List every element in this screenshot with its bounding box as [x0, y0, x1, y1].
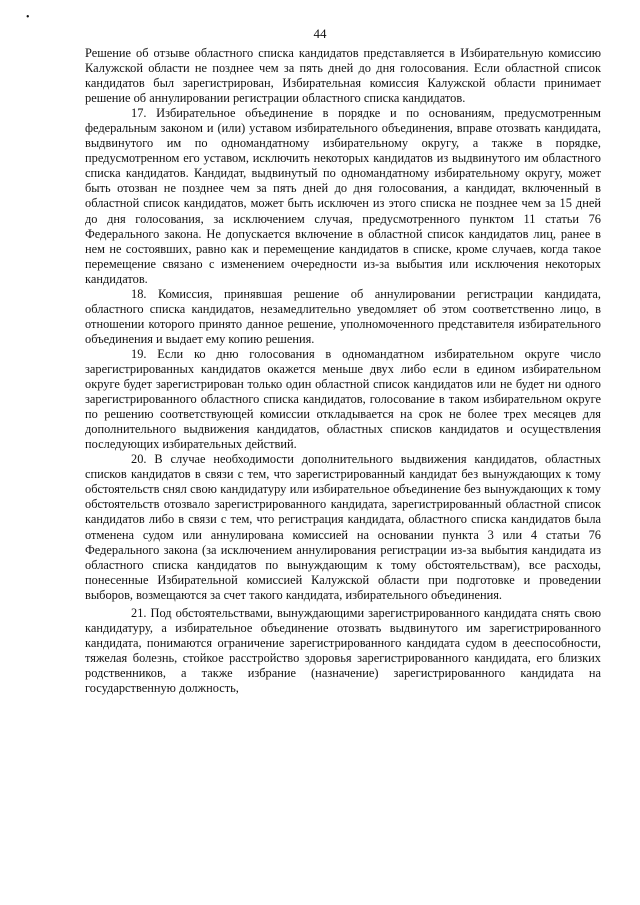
paragraph-19: 19. Если ко дню голосования в одномандатном избирательном округе число зарегистрированных кандидатов окажется меньше двух либо если в едином избирательном округе будет зарегистрирован только один областной список кандидатов или не будет ни одного зарегистрированного областного списка кандидатов, голосование в таком избирательном округе по решению соответствующей комиссии откладывается на срок не более трех месяцев для дополнительного выдвижения кандидатов, областных списков кандидатов и осуществления последующих избирательных действий.	[85, 346, 601, 452]
paragraph-17: 17. Избирательное объединение в порядке и по основаниям, предусмотренным федеральным законом и (или) уставом избирательного объединения, вправе отозвать кандидата, выдвинутого им по одномандатному избирательному округу, а также в порядке, предусмотренном его уставом, исключить некоторых кандидатов из выдвинутого им областного списка кандидатов. Кандидат, выдвинутый по одномандатному избирательному округу, может быть отозван не позднее чем за пять дней до дня голосования, а кандидат, включенный в областной список кандидатов, может быть исключен из этого списка не позднее чем за 15 дней до дня голосования, за исключением случая, предусмотренного пунктом 11 статьи 76 Федерального закона. Не допускается включение в областной список кандидатов лиц, ранее в нем не состоявших, равно как и перемещение кандидатов в списке, кроме случаев, когда такое перемещение связано с изменением очередности из-за выбытия или исключения некоторых кандидатов.	[85, 106, 601, 286]
paragraph-continuation: Решение об отзыве областного списка кандидатов представляется в Избирательную комиссию Калужской области не позднее чем за пять дней до дня голосования. Если областной список кандидатов был зарегистрирован, Избирательная комиссия Калужской области принимает решение об аннулировании регистрации областного списка кандидатов.	[85, 46, 601, 106]
paragraph-18: 18. Комиссия, принявшая решение об аннулировании регистрации кандидата, областного списка кандидатов, незамедлительно уведомляет об этом соответственно лицо, в отношении которого принято данное решение, уполномоченного представителя избирательного объединения и выдает ему копию решения.	[85, 286, 601, 346]
paragraph-21: 21. Под обстоятельствами, вынуждающими зарегистрированного кандидата снять свою кандидатуру, а избирательное объединение отозвать выдвинутого им зарегистрированного кандидата, понимаются ограничение зарегистрированного кандидата судом в дееспособности, тяжелая болезнь, стойкое расстройство здоровья зарегистрированного кандидата, его близких родственников, а также избрание (назначение) зарегистрированного кандидата на государственную должность,	[85, 605, 601, 695]
paragraph-20: 20. В случае необходимости дополнительного выдвижения кандидатов, областных списков кандидатов в связи с тем, что зарегистрированный кандидат без вынуждающих к тому обстоятельств снял свою кандидатуру или избирательное объединение без вынуждающих к тому обстоятельств отозвало зарегистрированного кандидата, зарегистрированный областной список кандидатов либо в связи с тем, что регистрация кандидата, областного списка кандидатов была отменена судом или аннулирована комиссией на основании пункта 3 или 4 статьи 76 Федерального закона (за исключением аннулирования регистрации из-за выбытия кандидата из областного списка кандидатов по вынуждающим к тому обстоятельствам), все расходы, понесенные Избирательной комиссией Калужской области при подготовке и проведении выборов, возмещаются за счет такого кандидата, избирательного объединения.	[85, 452, 601, 602]
margin-mark: •	[26, 12, 30, 23]
document-body	[85, 46, 601, 696]
page-number: 44	[313, 26, 327, 41]
